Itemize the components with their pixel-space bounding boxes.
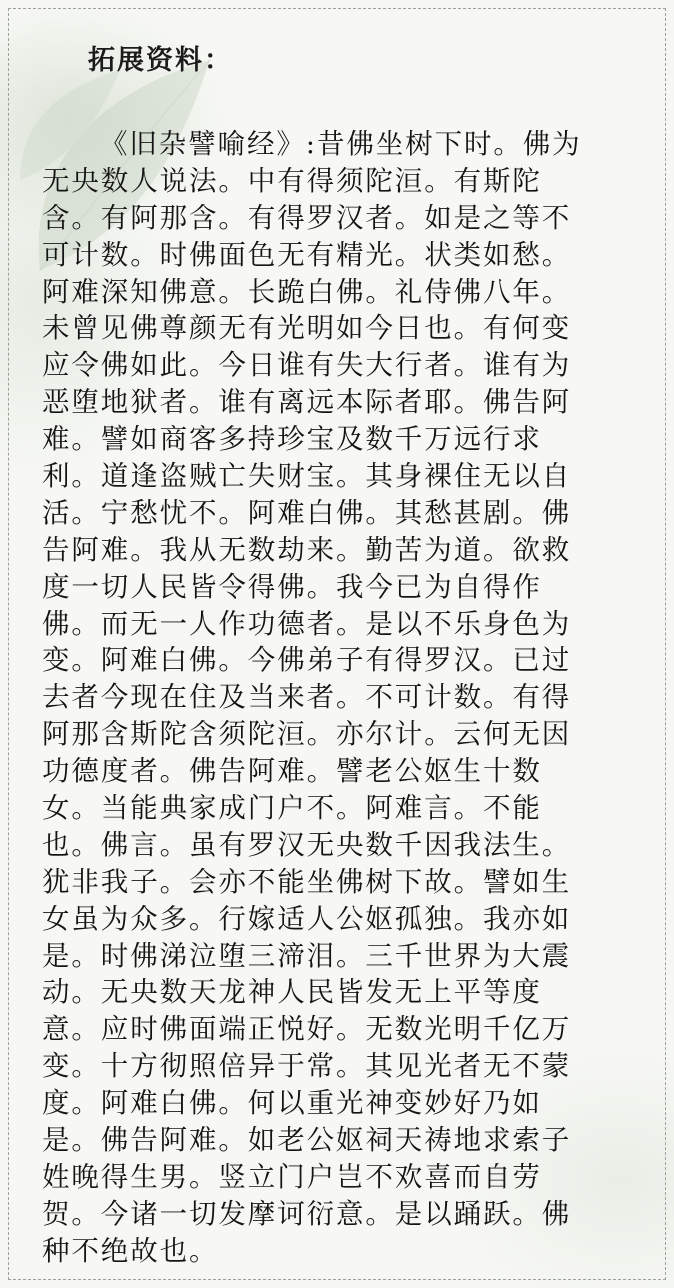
text-line: 恶堕地狱者。谁有离远本际者耶。佛告阿 xyxy=(42,386,572,419)
text-line: 贺。今诸一切发摩诃衍意。是以踊跃。佛 xyxy=(42,1197,572,1230)
text-line: 犹非我子。会亦不能坐佛树下故。譬如生 xyxy=(42,865,572,898)
section-heading: 拓展资料： xyxy=(88,45,233,76)
text-line: 度。阿难白佛。何以重光神变妙好乃如 xyxy=(42,1087,542,1120)
text-line: 去者今现在住及当来者。不可计数。有得 xyxy=(42,681,572,714)
text-line: 女虽为众多。行嫁适人公妪孤独。我亦如 xyxy=(42,902,572,935)
text-line: 动。无央数天龙神人民皆发无上平等度 xyxy=(42,976,542,1009)
article-body xyxy=(42,126,642,1270)
text-line: 功德度者。佛告阿难。譬老公妪生十数 xyxy=(42,755,542,788)
text-line: 利。道逢盗贼亡失财宝。其身裸住无以自 xyxy=(42,460,572,493)
text-line: 《旧杂譬喻经》:昔佛坐树下时。佛为 xyxy=(100,128,582,160)
text-line: 可计数。时佛面色无有精光。状类如愁。 xyxy=(42,238,572,271)
text-line: 阿那含斯陀含须陀洹。亦尔计。云何无因 xyxy=(42,718,572,751)
text-line: 意。应时佛面端正悦好。无数光明千亿万 xyxy=(42,1013,572,1046)
text-line: 难。譬如商客多持珍宝及数千万远行求 xyxy=(42,423,542,456)
text-line: 无央数人说法。中有得须陀洹。有斯陀 xyxy=(42,164,542,197)
text-line: 佛。而无一人作功德者。是以不乐身色为 xyxy=(42,607,572,640)
text-line: 是。佛告阿难。如老公妪祠天祷地求索子 xyxy=(42,1124,572,1157)
text-line: 阿难深知佛意。长跪白佛。礼侍佛八年。 xyxy=(42,275,572,308)
text-line: 未曾见佛尊颜无有光明如今日也。有何变 xyxy=(42,312,572,345)
text-line: 活。宁愁忧不。阿难白佛。其愁甚剧。佛 xyxy=(42,496,572,529)
text-line: 含。有阿那含。有得罗汉者。如是之等不 xyxy=(42,201,572,234)
text-line: 女。当能典家成门户不。阿难言。不能 xyxy=(42,792,542,825)
text-line: 姓晚得生男。竖立门户岂不欢喜而自劳 xyxy=(42,1160,542,1193)
text-line: 变。十方彻照倍异于常。其见光者无不蒙 xyxy=(42,1050,572,1083)
text-line: 是。时佛涕泣堕三渧泪。三千世界为大震 xyxy=(42,939,572,972)
text-line: 告阿难。我从无数劫来。勤苦为道。欲救 xyxy=(42,533,572,566)
text-line: 种不绝故也。 xyxy=(42,1234,219,1267)
text-line: 变。阿难白佛。今佛弟子有得罗汉。已过 xyxy=(42,644,572,677)
text-line: 也。佛言。虽有罗汉无央数千因我法生。 xyxy=(42,828,572,861)
text-line: 度一切人民皆令得佛。我今已为自得作 xyxy=(42,570,542,603)
text-line: 应令佛如此。今日谁有失大行者。谁有为 xyxy=(42,349,572,382)
